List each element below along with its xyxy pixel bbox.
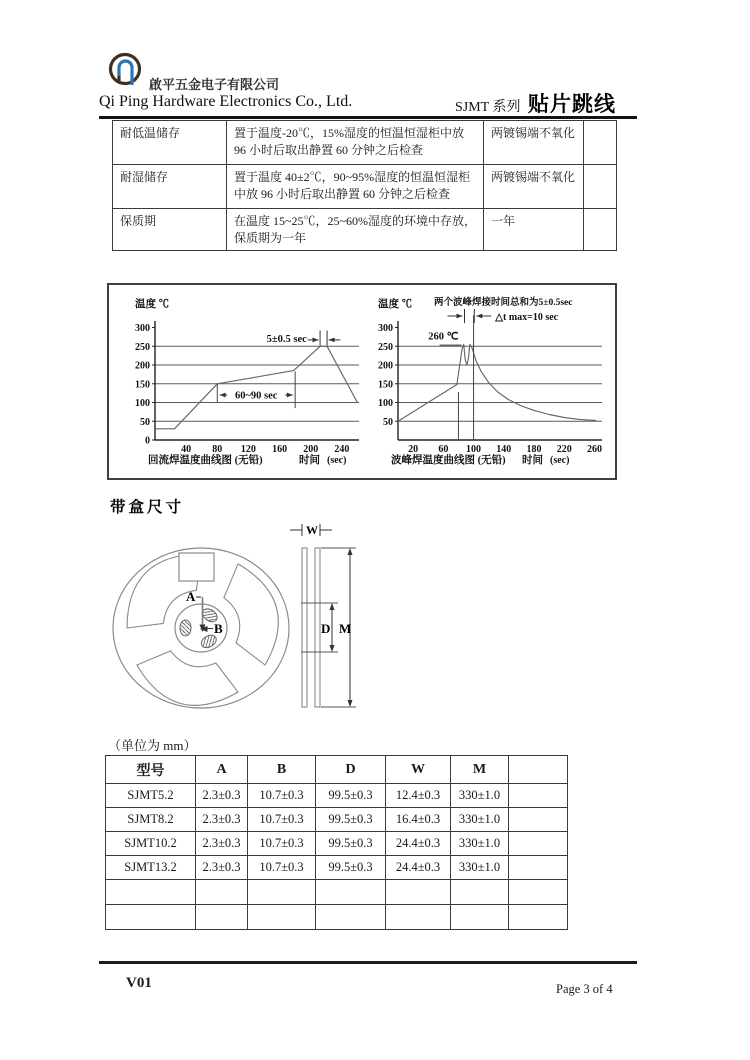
dim-value-cell	[386, 880, 451, 905]
y-tick-label: 200	[378, 360, 393, 372]
x-axis-unit: (sec)	[327, 455, 347, 466]
dim-value-cell	[248, 905, 316, 930]
logo-outer-ring	[111, 55, 140, 84]
reflow-temperature-chart	[121, 293, 365, 477]
company-logo-icon	[106, 50, 148, 92]
dim-value-cell: 330±1.0	[451, 856, 509, 880]
storage-condition: 置于温度-20℃，15%湿度的恒温恒湿柜中放 96 小时后取出静置 60 分钟之后检查	[227, 121, 484, 165]
y-axis-title: 温度 ℃	[378, 299, 413, 310]
dim-value-cell	[451, 880, 509, 905]
product-title: 贴片跳线	[528, 93, 616, 116]
y-tick-label: 0	[145, 435, 150, 447]
dim-model-cell: SJMT5.2	[106, 784, 196, 808]
dim-m-label: M	[339, 621, 352, 636]
dim-value-cell: 2.3±0.3	[196, 856, 248, 880]
dim-value-cell: 2.3±0.3	[196, 808, 248, 832]
dim-m-arrow-bottom	[348, 700, 353, 707]
dim-value-cell	[509, 880, 568, 905]
chart-caption: 回流焊温度曲线图 (无铅)	[148, 455, 263, 466]
dim-d-arrow-bottom	[330, 645, 335, 652]
dim-b-label: B	[214, 621, 223, 636]
dim-table-header: W	[386, 756, 451, 784]
wave-temperature-chart	[364, 293, 610, 477]
dim-value-cell	[509, 856, 568, 880]
dim-table-header: B	[248, 756, 316, 784]
dim-value-cell	[509, 905, 568, 930]
peak-width-annotation: 5±0.5 sec	[266, 333, 307, 345]
peak-temp-annotation: 260 ℃	[428, 331, 459, 343]
storage-result: 一年	[484, 209, 584, 251]
dim-w-label: W	[306, 523, 318, 537]
x-axis-title: 时间	[522, 455, 543, 466]
dim-table-header: M	[451, 756, 509, 784]
dim-value-cell	[509, 784, 568, 808]
x-tick-label: 80	[212, 444, 223, 455]
reel-dimension-drawing	[100, 520, 440, 720]
header-rule	[99, 116, 637, 119]
x-tick-label: 100	[466, 444, 482, 455]
dim-model-cell: SJMT13.2	[106, 856, 196, 880]
series-label: SJMT 系列	[455, 100, 521, 115]
arrowhead	[220, 393, 226, 398]
company-name-en: Qi Ping Hardware Electronics Co., Ltd.	[99, 93, 353, 110]
y-tick-label: 100	[378, 398, 393, 409]
dim-value-cell: 10.7±0.3	[248, 808, 316, 832]
reel-label-window	[179, 553, 214, 581]
arrowhead	[329, 337, 335, 342]
dim-value-cell	[196, 905, 248, 930]
dim-value-cell	[386, 905, 451, 930]
y-axis-title: 温度 ℃	[135, 299, 170, 310]
storage-condition: 在温度 15~25℃，25~60%湿度的环境中存放，保质期为一年	[227, 209, 484, 251]
temperature-curve	[398, 344, 596, 421]
y-tick-label: 50	[383, 416, 393, 428]
arrowhead	[313, 337, 319, 342]
y-tick-label: 250	[135, 341, 150, 353]
dim-model-cell	[106, 880, 196, 905]
y-tick-label: 200	[135, 360, 150, 372]
dim-model-cell: SJMT8.2	[106, 808, 196, 832]
hub-slot	[180, 620, 191, 636]
x-axis-title: 时间	[299, 455, 320, 466]
x-tick-label: 20	[408, 444, 419, 455]
x-tick-label: 240	[334, 444, 350, 455]
x-tick-label: 140	[496, 444, 512, 455]
storage-empty-cell	[584, 165, 617, 209]
dim-value-cell: 99.5±0.3	[316, 784, 386, 808]
dim-table-header	[509, 756, 568, 784]
dim-value-cell	[196, 880, 248, 905]
dim-value-cell: 2.3±0.3	[196, 784, 248, 808]
dim-model-cell: SJMT10.2	[106, 832, 196, 856]
y-tick-label: 250	[378, 341, 393, 353]
storage-condition: 置于温度 40±2℃，90~95%湿度的恒温恒湿柜中放 96 小时后取出静置 60 分钟之后检查	[227, 165, 484, 209]
x-tick-label: 220	[556, 444, 572, 455]
dim-value-cell: 10.7±0.3	[248, 784, 316, 808]
dim-value-cell: 99.5±0.3	[316, 832, 386, 856]
x-tick-label: 200	[303, 444, 319, 455]
storage-item: 保质期	[113, 209, 227, 251]
y-tick-label: 50	[140, 416, 150, 428]
arrowhead	[287, 393, 293, 398]
y-tick-label: 150	[378, 379, 393, 391]
dim-value-cell: 99.5±0.3	[316, 808, 386, 832]
dim-value-cell	[316, 905, 386, 930]
storage-result: 两镀锡端不氧化	[484, 121, 584, 165]
dim-model-cell	[106, 905, 196, 930]
soldering-charts-box	[107, 283, 617, 480]
dim-value-cell: 24.4±0.3	[386, 856, 451, 880]
dim-value-cell	[509, 808, 568, 832]
dim-value-cell: 12.4±0.3	[386, 784, 451, 808]
chart-caption: 波峰焊温度曲线图 (无铅)	[391, 455, 506, 466]
dim-m-arrow-top	[348, 548, 353, 555]
dim-a-label: A	[186, 589, 196, 604]
dim-value-cell: 24.4±0.3	[386, 832, 451, 856]
y-tick-label: 100	[135, 398, 150, 409]
storage-result: 两镀锡端不氧化	[484, 165, 584, 209]
dim-value-cell: 2.3±0.3	[196, 832, 248, 856]
x-tick-label: 180	[526, 444, 542, 455]
storage-empty-cell	[584, 209, 617, 251]
dim-value-cell: 10.7±0.3	[248, 832, 316, 856]
reel-cutout	[137, 651, 238, 705]
total-time-annotation: 两个波峰焊接时间总和为5±0.5sec	[434, 298, 573, 308]
x-tick-label: 160	[272, 444, 288, 455]
storage-item: 耐湿储存	[113, 165, 227, 209]
dim-value-cell: 16.4±0.3	[386, 808, 451, 832]
version-label: V01	[126, 975, 152, 991]
soak-time-annotation: 60~90 sec	[234, 390, 278, 402]
dim-value-cell: 10.7±0.3	[248, 856, 316, 880]
flange-right	[315, 548, 320, 707]
y-tick-label: 300	[135, 323, 150, 334]
dt-max-annotation: △t max=10 sec	[495, 312, 559, 323]
dim-value-cell: 99.5±0.3	[316, 856, 386, 880]
dim-value-cell	[248, 880, 316, 905]
x-tick-label: 60	[438, 444, 449, 455]
storage-item: 耐低温储存	[113, 121, 227, 165]
dim-table-header: A	[196, 756, 248, 784]
y-tick-label: 150	[135, 379, 150, 391]
dim-table-header: D	[316, 756, 386, 784]
page-number: Page 3 of 4	[556, 982, 613, 996]
dim-d-label: D	[321, 621, 331, 636]
flange-left	[302, 548, 307, 707]
footer-rule	[99, 961, 637, 964]
x-tick-label: 40	[181, 444, 192, 455]
dim-value-cell: 330±1.0	[451, 784, 509, 808]
dimension-table	[105, 755, 568, 930]
arrowhead	[456, 314, 462, 319]
dim-value-cell: 330±1.0	[451, 832, 509, 856]
tape-size-section-title: 带盒尺寸	[110, 499, 185, 516]
company-name-cn: 啟平五金电子有限公司	[149, 77, 280, 92]
arrowhead	[476, 314, 482, 319]
unit-note: （单位为 mm）	[108, 738, 197, 753]
storage-conditions-table	[112, 120, 617, 251]
x-tick-label: 120	[240, 444, 256, 455]
dim-d-arrow-top	[330, 603, 335, 610]
dim-value-cell	[316, 880, 386, 905]
dim-value-cell	[509, 832, 568, 856]
dim-value-cell: 330±1.0	[451, 808, 509, 832]
storage-empty-cell	[584, 121, 617, 165]
dim-table-header: 型号	[106, 756, 196, 784]
dim-value-cell	[451, 905, 509, 930]
y-tick-label: 300	[378, 323, 393, 334]
x-axis-unit: (sec)	[550, 455, 570, 466]
x-tick-label: 260	[586, 444, 602, 455]
